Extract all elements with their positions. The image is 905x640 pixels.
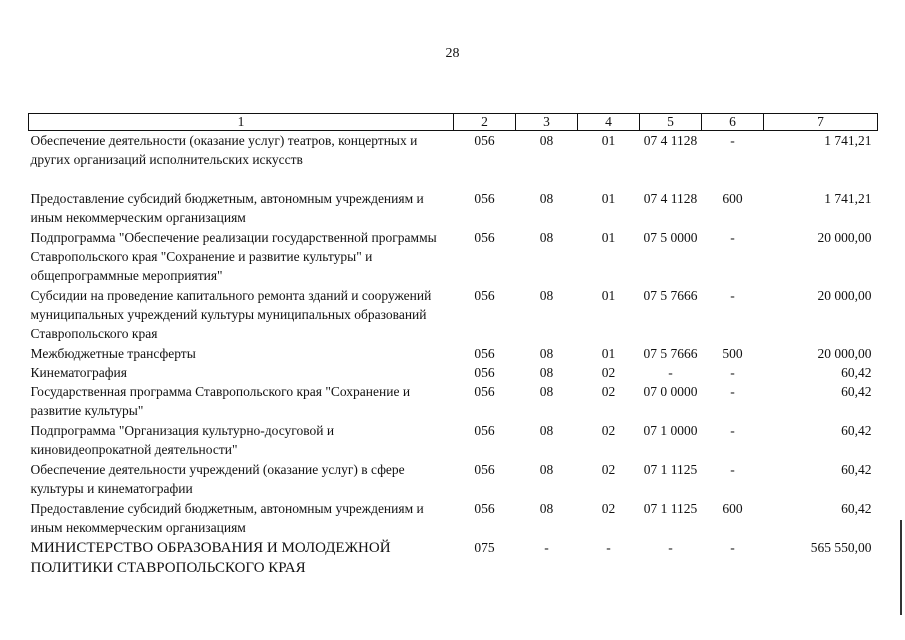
cell-amount: 60,42 bbox=[841, 383, 872, 399]
cell-amount: 1 741,21 bbox=[824, 190, 872, 206]
cell-subsection: - bbox=[606, 539, 611, 555]
cell-section: 08 bbox=[539, 500, 554, 516]
cell-admin-code: 056 bbox=[474, 383, 495, 399]
cell-subsection: 02 bbox=[601, 383, 616, 399]
header-col-4: 4 bbox=[578, 114, 640, 131]
cell-section: 08 bbox=[539, 229, 554, 245]
cell-expense-type: 500 bbox=[722, 345, 743, 361]
table-row bbox=[29, 363, 878, 382]
cell-target-code: - bbox=[668, 539, 673, 555]
cell-subsection: 02 bbox=[601, 364, 616, 380]
cell-admin-code: 056 bbox=[474, 461, 495, 477]
header-row bbox=[29, 114, 878, 131]
cell-expense-type: - bbox=[730, 461, 735, 477]
header-col-1: 1 bbox=[29, 114, 454, 131]
cell-admin-code: 056 bbox=[474, 287, 495, 303]
cell-expense-type: 600 bbox=[722, 190, 743, 206]
cell-section: 08 bbox=[539, 383, 554, 399]
cell-section: 08 bbox=[539, 364, 554, 380]
cell-expense-type: 600 bbox=[722, 500, 743, 516]
header-col-2: 2 bbox=[454, 114, 516, 131]
cell-admin-code: 056 bbox=[474, 133, 495, 148]
row-name: Кинематография bbox=[30, 364, 127, 380]
cell-section: 08 bbox=[539, 461, 554, 477]
table-row bbox=[29, 382, 878, 421]
cell-admin-code: 056 bbox=[474, 500, 495, 516]
cell-subsection: 02 bbox=[601, 461, 616, 477]
cell-expense-type: - bbox=[730, 539, 735, 555]
cell-admin-code: 056 bbox=[474, 345, 495, 361]
cell-subsection: 01 bbox=[601, 190, 616, 206]
row-name: Обеспечение деятельности учреждений (оказание услуг) в сфере культуры и кинематографии bbox=[30, 461, 405, 496]
scan-edge-mark bbox=[900, 520, 902, 615]
budget-table bbox=[28, 113, 878, 578]
scan-artifact-top bbox=[0, 0, 905, 8]
cell-section: 08 bbox=[539, 287, 554, 303]
table-row bbox=[29, 131, 878, 189]
cell-amount: 60,42 bbox=[841, 461, 872, 477]
cell-target-code: 07 1 1125 bbox=[643, 461, 698, 477]
cell-amount: 565 550,00 bbox=[810, 539, 872, 555]
cell-section: 08 bbox=[539, 345, 554, 361]
cell-section: 08 bbox=[539, 190, 554, 206]
table-row bbox=[29, 499, 878, 538]
row-name: Межбюджетные трансферты bbox=[30, 345, 196, 361]
table-row bbox=[29, 189, 878, 228]
table-row bbox=[29, 538, 878, 578]
header-col-6: 6 bbox=[702, 114, 764, 131]
header-col-3: 3 bbox=[516, 114, 578, 131]
cell-subsection: 02 bbox=[601, 422, 616, 438]
row-name: МИНИСТЕРСТВО ОБРАЗОВАНИЯ И МОЛОДЕЖНОЙ ПОЛИТИКИ СТАВРОПОЛЬСКОГО КРАЯ bbox=[30, 539, 391, 576]
cell-expense-type: - bbox=[730, 133, 735, 148]
table-row bbox=[29, 460, 878, 499]
cell-target-code: 07 0 0000 bbox=[643, 383, 698, 399]
cell-target-code: 07 1 1125 bbox=[643, 500, 698, 516]
cell-admin-code: 056 bbox=[474, 422, 495, 438]
cell-admin-code: 056 bbox=[474, 229, 495, 245]
cell-subsection: 01 bbox=[601, 345, 616, 361]
cell-subsection: 02 bbox=[601, 500, 616, 516]
cell-section: 08 bbox=[539, 133, 554, 148]
header-col-7: 7 bbox=[764, 114, 878, 131]
cell-amount: 60,42 bbox=[841, 500, 872, 516]
row-name: Субсидии на проведение капитального ремонта зданий и сооружений муниципальных учреждений культуры муниципальных образований Ставропольского края bbox=[30, 287, 432, 341]
cell-section: - bbox=[544, 539, 549, 555]
cell-amount: 60,42 bbox=[841, 422, 872, 438]
row-name: Подпрограмма "Обеспечение реализации государственной программы Ставропольского края "Сохранение и развитие культуры" и общепрограммные мероприятия" bbox=[30, 229, 437, 283]
cell-target-code: 07 4 1128 bbox=[643, 133, 698, 148]
cell-target-code: - bbox=[668, 364, 673, 380]
cell-amount: 60,42 bbox=[841, 364, 872, 380]
cell-admin-code: 075 bbox=[474, 539, 495, 555]
cell-expense-type: - bbox=[730, 287, 735, 303]
cell-amount: 20 000,00 bbox=[817, 229, 872, 245]
page-number: 28 bbox=[445, 46, 460, 61]
cell-target-code: 07 4 1128 bbox=[643, 190, 698, 206]
cell-expense-type: - bbox=[730, 422, 735, 438]
cell-admin-code: 056 bbox=[474, 364, 495, 380]
cell-target-code: 07 5 0000 bbox=[643, 229, 698, 245]
cell-expense-type: - bbox=[730, 229, 735, 245]
cell-amount: 20 000,00 bbox=[817, 345, 872, 361]
table-row bbox=[29, 421, 878, 460]
table-row bbox=[29, 286, 878, 344]
cell-admin-code: 056 bbox=[474, 190, 495, 206]
cell-subsection: 01 bbox=[601, 133, 616, 148]
row-name: Предоставление субсидий бюджетным, автономным учреждениям и иным некоммерческим организациям bbox=[30, 500, 424, 535]
cell-target-code: 07 5 7666 bbox=[643, 345, 698, 361]
cell-subsection: 01 bbox=[601, 229, 616, 245]
header-col-5: 5 bbox=[640, 114, 702, 131]
cell-subsection: 01 bbox=[601, 287, 616, 303]
row-name: Обеспечение деятельности (оказание услуг) театров, концертных и других организаций исполнительских искусств bbox=[30, 133, 418, 167]
cell-amount: 20 000,00 bbox=[817, 287, 872, 303]
table-row bbox=[29, 344, 878, 363]
row-name: Подпрограмма "Организация культурно-досуговой и киновидеопрокатной деятельности" bbox=[30, 422, 335, 457]
cell-target-code: 07 1 0000 bbox=[643, 422, 698, 438]
cell-expense-type: - bbox=[730, 383, 735, 399]
cell-amount: 1 741,21 bbox=[824, 133, 872, 148]
cell-section: 08 bbox=[539, 422, 554, 438]
table-row bbox=[29, 228, 878, 286]
row-name: Государственная программа Ставропольского края "Сохранение и развитие культуры" bbox=[30, 383, 411, 418]
row-name: Предоставление субсидий бюджетным, автономным учреждениям и иным некоммерческим организациям bbox=[30, 190, 424, 225]
cell-expense-type: - bbox=[730, 364, 735, 380]
cell-target-code: 07 5 7666 bbox=[643, 287, 698, 303]
